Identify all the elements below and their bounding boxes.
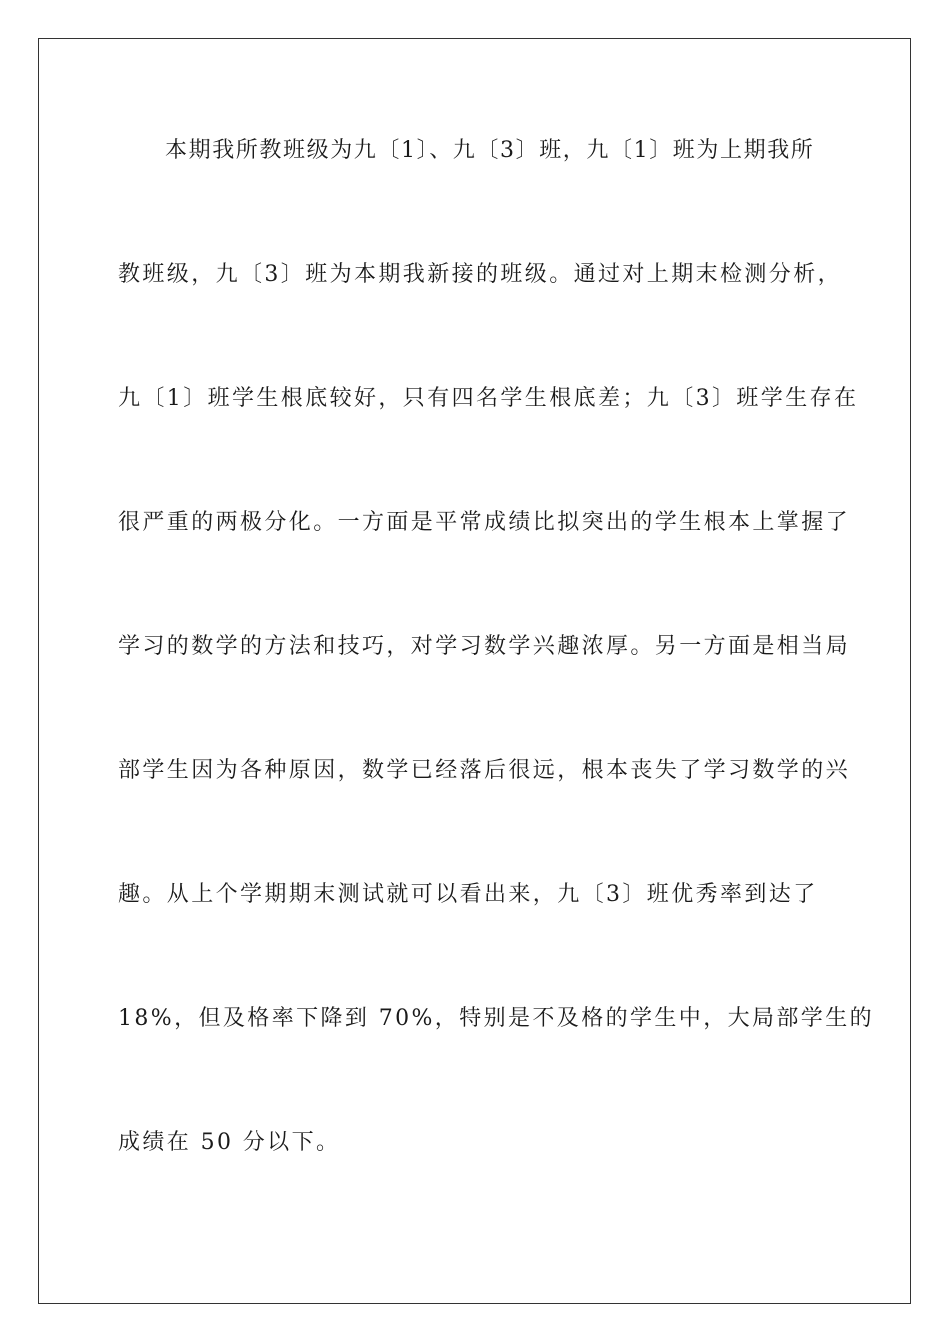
paragraph-line: 部学生因为各种原因，数学已经落后很远，根本丧失了学习数学的兴: [118, 758, 851, 783]
paragraph-line: 很严重的两极分化。一方面是平常成绩比拟突出的学生根本上掌握了: [118, 510, 851, 535]
paragraph-line: 成绩在 50 分以下。: [118, 1130, 341, 1155]
paragraph-line: 本期我所教班级为九〔1〕、九〔3〕班，九〔1〕班为上期我所: [165, 138, 815, 163]
paragraph-line: 学习的数学的方法和技巧，对学习数学兴趣浓厚。另一方面是相当局: [118, 634, 851, 659]
paragraph-line: 九〔1〕班学生根底较好，只有四名学生根底差；九〔3〕班学生存在: [118, 386, 859, 411]
paragraph-line: 18%，但及格率下降到 70%，特别是不及格的学生中，大局部学生的: [118, 1006, 874, 1031]
paragraph-line: 教班级，九〔3〕班为本期我新接的班级。通过对上期末检测分析，: [118, 262, 842, 287]
page-border: [38, 38, 911, 1304]
paragraph-line: 趣。从上个学期期末测试就可以看出来，九〔3〕班优秀率到达了: [118, 882, 818, 907]
